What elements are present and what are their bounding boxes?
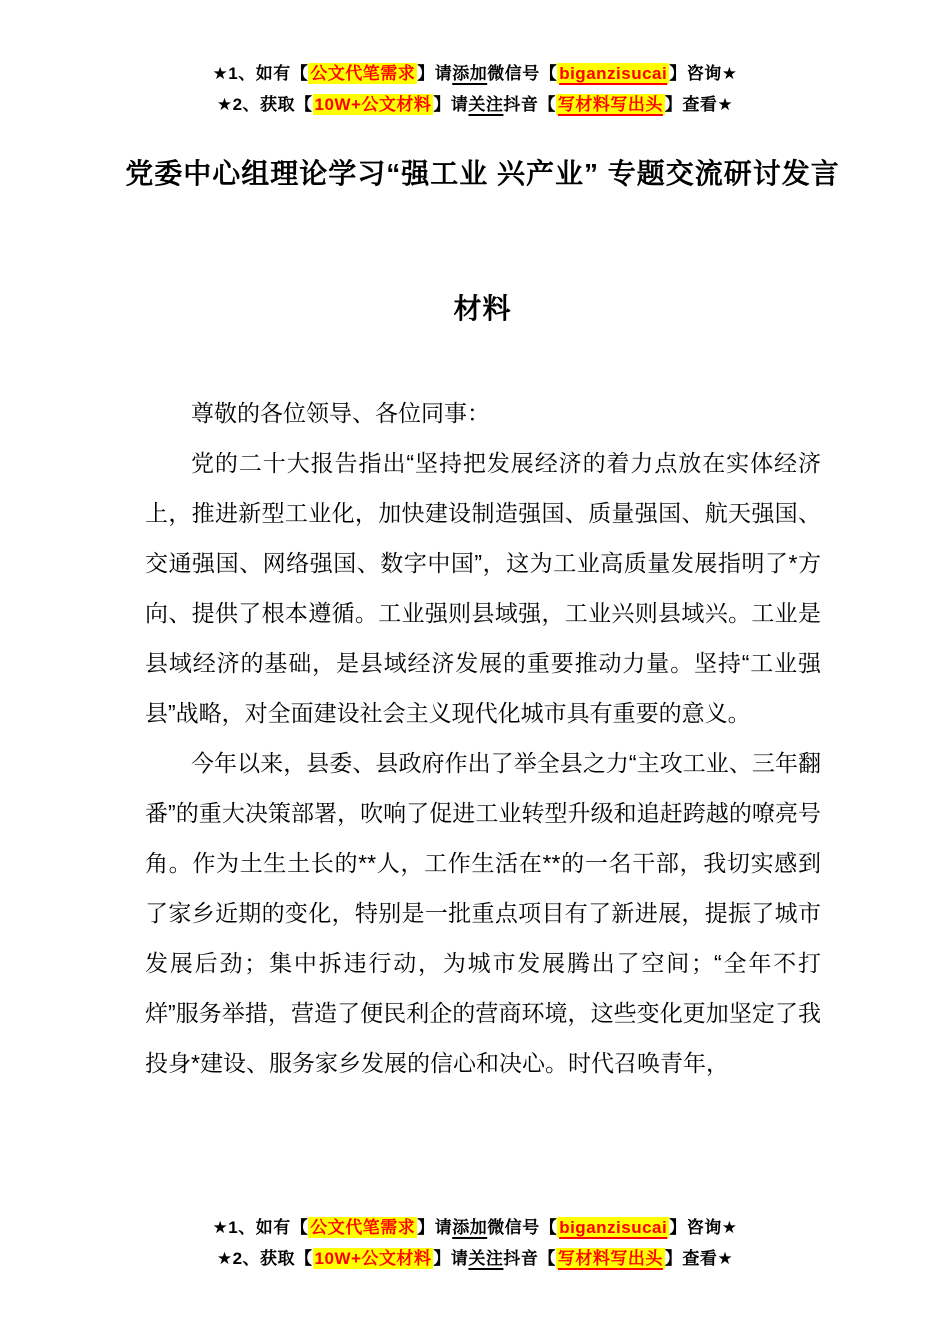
promo-text-segment: 微信号【: [487, 1218, 558, 1237]
promo-highlight: 公文代笔需求: [310, 64, 416, 83]
promo-douyin-id: 写材料写出头: [557, 95, 663, 114]
title-line-2: 材料: [453, 293, 512, 324]
promo-text-segment: 】请: [417, 64, 453, 83]
promo-text-segment: 】请: [417, 1218, 453, 1237]
promo-underline-text: 关注: [468, 1249, 504, 1268]
promo-wechat-id: biganzisucai: [559, 1218, 668, 1237]
promo-footer: [0, 1212, 950, 1274]
promo-underline-text: 添加: [452, 1218, 488, 1237]
document-body: [145, 388, 821, 1088]
promo-footer-line-1: [0, 1212, 950, 1243]
promo-highlight: 公文代笔需求: [310, 1218, 416, 1237]
promo-text-segment: 】咨询★: [669, 64, 738, 83]
promo-text-segment: 】查看★: [664, 1249, 734, 1268]
promo-text-segment: 】请: [433, 95, 469, 114]
promo-text-segment: 微信号【: [487, 64, 558, 83]
promo-wechat-id: biganzisucai: [559, 64, 668, 83]
promo-header: [0, 58, 950, 120]
promo-text-segment: 抖音【: [503, 1249, 556, 1268]
promo-header-line-1: [0, 58, 950, 89]
promo-highlight: 10W+公文材料: [314, 95, 432, 114]
promo-footer-line-2: [0, 1243, 950, 1274]
body-paragraph-2: 今年以来，县委、县政府作出了举全县之力“主攻工业、三年翻番”的重大决策部署，吹响了促进工业转型升级和追赶跨越的嘹亮号角。作为土生土长的**人，工作生活在**的一名干部，我切实感到了家乡近期的变化，特别是一批重点项目有了新进展，提振了城市发展后劲；集中拆违行动，为城市发展腾出了空间；“全年不打烊”服务举措，营造了便民利企的营商环境，这些变化更加坚定了我投身*建设、服务家乡发展的信心和决心。时代召唤青年，: [145, 750, 821, 1076]
document-title: [100, 152, 865, 327]
promo-text-segment: 】咨询★: [669, 1218, 738, 1237]
promo-underline-text: 关注: [468, 95, 504, 114]
body-paragraph-1: 党的二十大报告指出“坚持把发展经济的着力点放在实体经济上，推进新型工业化，加快建设制造强国、质量强国、航天强国、交通强国、网络强国、数字中国”，这为工业高质量发展指明了*方向、提供了根本遵循。工业强则县域强，工业兴则县域兴。工业是县域经济的基础，是县域经济发展的重要推动力量。坚持“工业强县”战略，对全面建设社会主义现代化城市具有重要的意义。: [145, 450, 821, 726]
promo-text-segment: ★2、获取【: [216, 95, 313, 114]
promo-text-segment: ★1、如有【: [212, 1218, 309, 1237]
promo-text-segment: ★1、如有【: [212, 64, 309, 83]
promo-underline-text: 添加: [452, 64, 488, 83]
title-line-1: 党委中心组理论学习“强工业 兴产业” 专题交流研讨发言: [125, 158, 840, 189]
promo-text-segment: 】查看★: [664, 95, 734, 114]
promo-text-segment: 】请: [433, 1249, 469, 1268]
promo-header-line-2: [0, 89, 950, 120]
promo-highlight: 10W+公文材料: [314, 1249, 432, 1268]
promo-text-segment: ★2、获取【: [216, 1249, 313, 1268]
promo-text-segment: 抖音【: [503, 95, 556, 114]
greeting-line: 尊敬的各位领导、各位同事：: [191, 400, 490, 426]
promo-douyin-id: 写材料写出头: [557, 1249, 663, 1268]
